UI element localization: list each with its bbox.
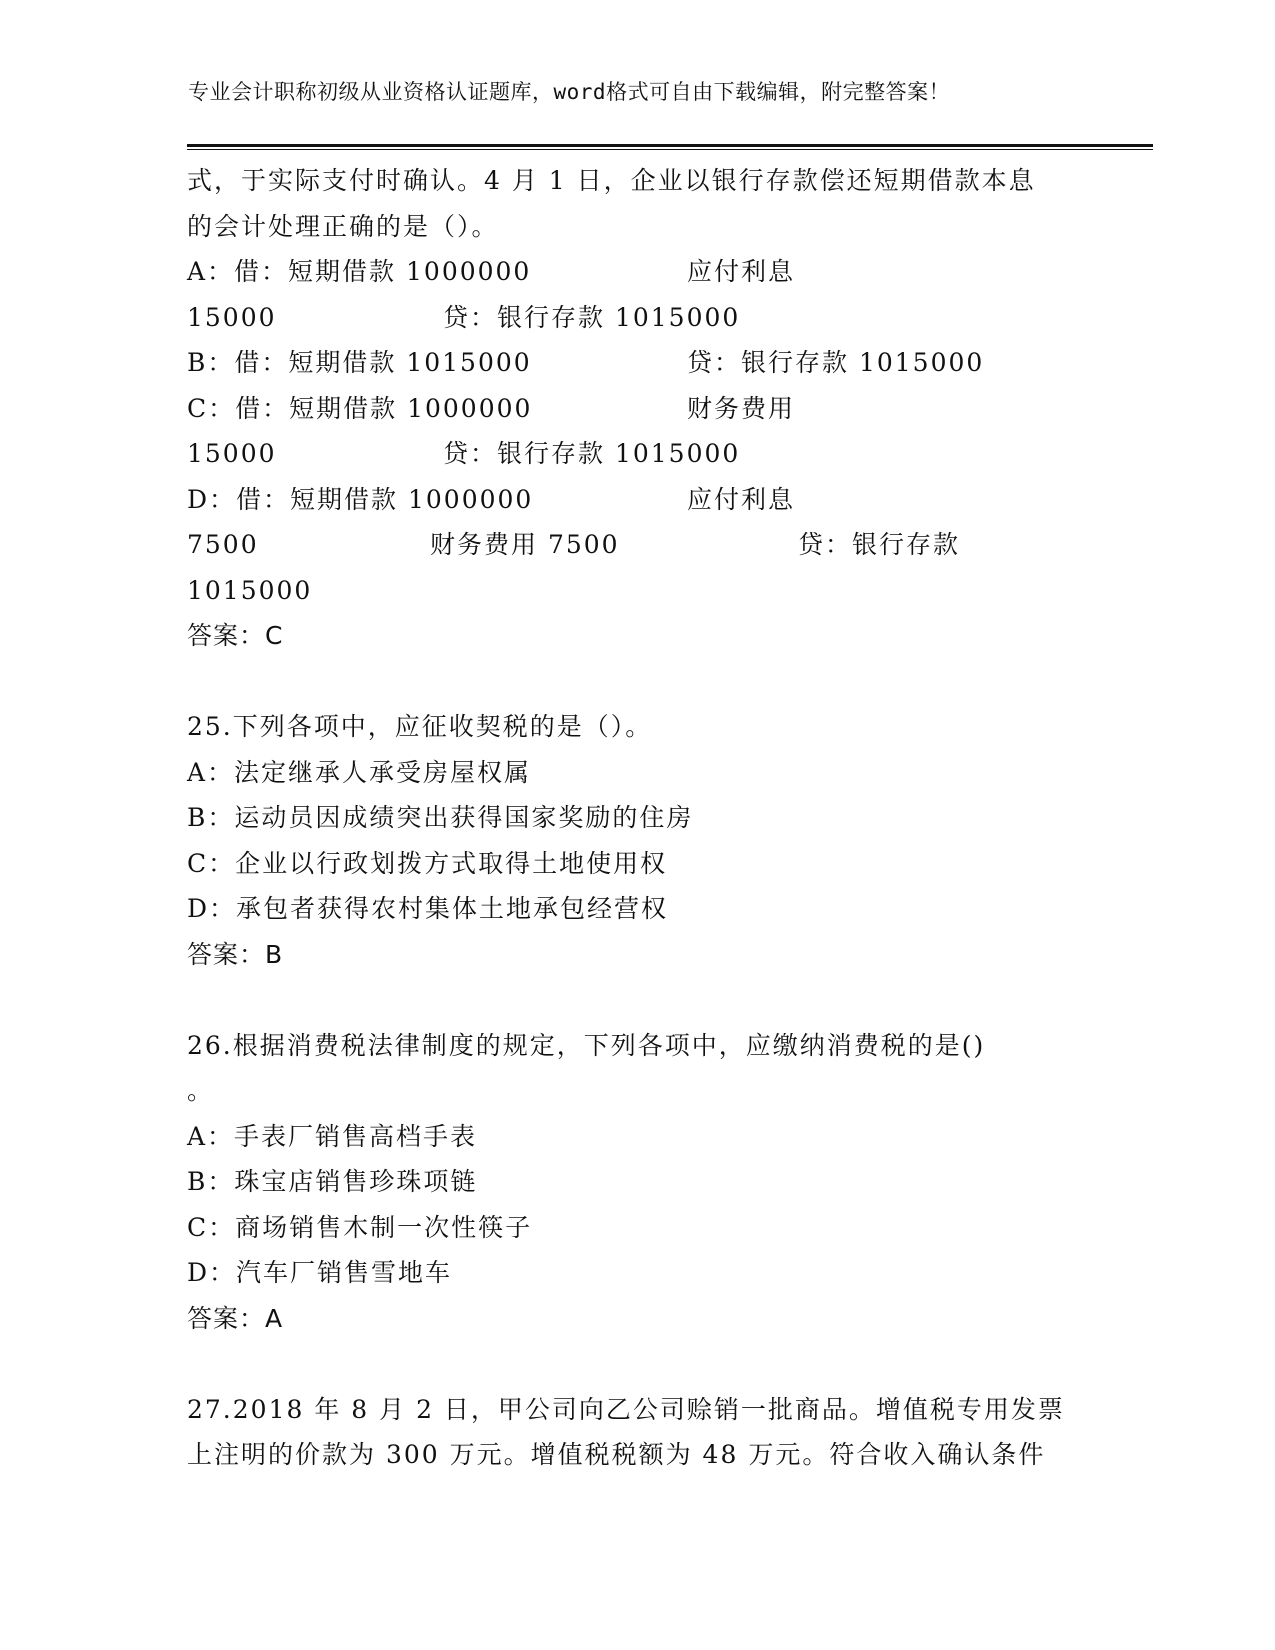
header-rule-thin bbox=[187, 149, 1153, 150]
q25-answer: 答案：B bbox=[187, 939, 284, 969]
q24-option-d-item: 应付利息 bbox=[687, 484, 796, 514]
q24-option-a-line1 bbox=[187, 249, 1087, 295]
q24-option-a-amount: 15000 bbox=[187, 302, 277, 332]
q25-stem: 25.下列各项中，应征收契税的是（）。 bbox=[187, 712, 653, 741]
q24-option-d-amount: 7500 bbox=[187, 530, 259, 559]
q26-option-d: D：汽车厂销售雪地车 bbox=[187, 1258, 453, 1287]
q24-option-c-credit: 贷：银行存款 1015000 bbox=[443, 439, 741, 468]
q26-stem: 26.根据消费税法律制度的规定，下列各项中，应缴纳消费税的是() bbox=[187, 1030, 986, 1060]
spacer bbox=[187, 659, 1087, 705]
q24-stem-line1: 式，于实际支付时确认。4 月 1 日，企业以银行存款偿还短期借款本息 bbox=[187, 166, 1036, 195]
q24-option-d-line3: 1015000 bbox=[187, 575, 313, 605]
q24-option-c-line1 bbox=[187, 386, 1087, 432]
q26-option-c: C：商场销售木制一次性筷子 bbox=[187, 1212, 533, 1242]
q24-option-d-credit: 贷：银行存款 bbox=[798, 530, 961, 559]
q24-option-d-line1 bbox=[187, 477, 1087, 523]
q24-option-b-credit: 贷：银行存款 1015000 bbox=[687, 348, 985, 377]
spacer bbox=[187, 1341, 1087, 1387]
page-header: 专业会计职称初级从业资格认证题库，word格式可自由下载编辑，附完整答案！ bbox=[188, 80, 951, 104]
question-content bbox=[187, 158, 1087, 1478]
q24-answer: 答案：C bbox=[187, 621, 284, 650]
q24-option-b bbox=[187, 340, 1087, 386]
header-rule-thick bbox=[187, 144, 1153, 147]
q24-option-a-debit: A：借：短期借款 1000000 bbox=[187, 257, 532, 286]
q24-option-c-debit: C：借：短期借款 1000000 bbox=[187, 393, 533, 423]
q26-answer: 答案：A bbox=[187, 1303, 284, 1333]
q27-stem-line1: 27.2018 年 8 月 2 日，甲公司向乙公司赊销一批商品。增值税专用发票 bbox=[187, 1394, 1065, 1424]
q25-option-c: C：企业以行政划拨方式取得土地使用权 bbox=[187, 848, 668, 878]
q27-stem-line2: 上注明的价款为 300 万元。增值税税额为 48 万元。符合收入确认条件 bbox=[187, 1440, 1046, 1469]
q26-stem-wrap: 。 bbox=[187, 1076, 215, 1105]
q24-option-c-amount: 15000 bbox=[187, 439, 277, 468]
q24-option-d-expense: 财务费用 7500 bbox=[430, 530, 620, 559]
q26-option-b: B：珠宝店销售珍珠项链 bbox=[187, 1167, 478, 1196]
q24-option-c-item: 财务费用 bbox=[687, 393, 796, 423]
q26-option-a: A：手表厂销售高档手表 bbox=[187, 1121, 478, 1151]
q24-option-a-line2 bbox=[187, 295, 1087, 341]
q24-option-c-line2 bbox=[187, 431, 1087, 477]
q24-option-b-debit: B：借：短期借款 1015000 bbox=[187, 348, 532, 377]
q24-stem-line2: 的会计处理正确的是（）。 bbox=[187, 211, 499, 241]
q25-option-a: A：法定继承人承受房屋权属 bbox=[187, 757, 532, 787]
q24-option-a-item: 应付利息 bbox=[687, 257, 796, 286]
q24-option-d-line2 bbox=[187, 522, 1087, 568]
q25-option-b: B：运动员因成绩突出获得国家奖励的住房 bbox=[187, 803, 694, 832]
q25-option-d: D：承包者获得农村集体土地承包经营权 bbox=[187, 894, 669, 923]
q24-option-d-debit: D：借：短期借款 1000000 bbox=[187, 484, 534, 514]
spacer bbox=[187, 977, 1087, 1023]
q24-option-a-credit: 贷：银行存款 1015000 bbox=[443, 302, 741, 332]
